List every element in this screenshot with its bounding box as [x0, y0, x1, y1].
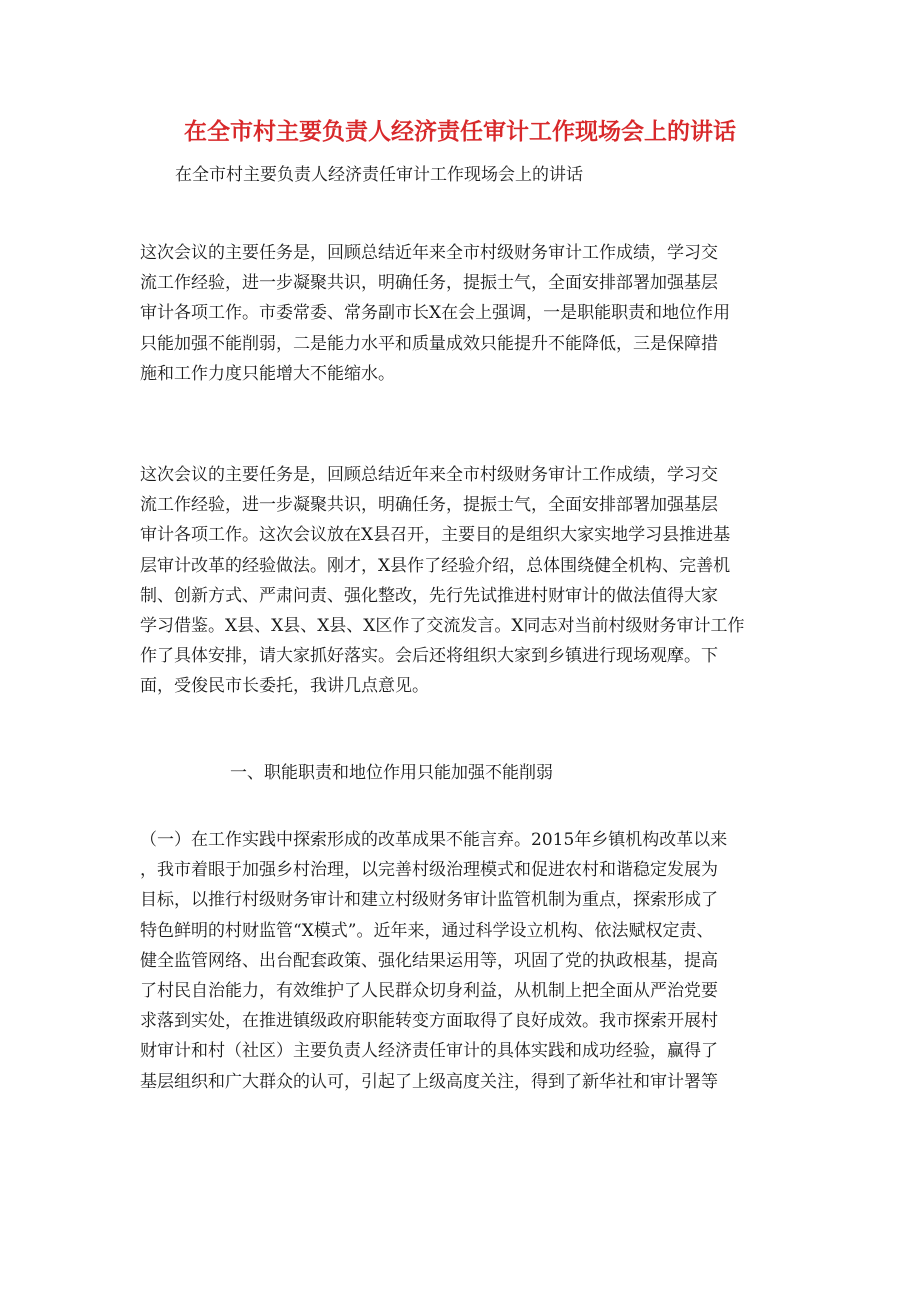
paragraph-1: [140, 238, 780, 389]
paragraph-line: 基层组织和广大群众的认可，引起了上级高度关注，得到了新华社和审计署等: [140, 1071, 718, 1092]
paragraph-line: 作了具体安排，请大家抓好落实。会后还将组织大家到乡镇进行现场观摩。下: [140, 646, 718, 667]
paragraph-2: [140, 460, 780, 702]
paragraph-line: 这次会议的主要任务是，回顾总结近年来全市村级财务审计工作成绩，学习交: [140, 465, 718, 485]
paragraph-line: 学习借鉴。X县、X县、X县、X区作了交流发言。X同志对当前村级财务审计工作: [140, 615, 745, 636]
paragraph-line: 目标，以推行村级财务审计和建立村级财务审计监管机制为重点，探索形成了: [140, 890, 718, 911]
paragraph-line: 审计各项工作。市委常委、常务副市长X在会上强调，一是职能职责和地位作用: [140, 303, 731, 324]
document-subtitle: 在全市村主要负责人经济责任审计工作现场会上的讲话: [175, 165, 583, 185]
paragraph-line: 审计各项工作。这次会议放在X县召开，主要目的是组织大家实地学习县推进基: [140, 525, 731, 546]
paragraph-line: 流工作经验，进一步凝聚共识，明确任务，提振士气，全面安排部署加强基层: [140, 273, 718, 294]
paragraph-line: 只能加强不能削弱，二是能力水平和质量成效只能提升不能降低，三是保障措: [140, 333, 718, 354]
paragraph-line: 特色鲜明的村财监管“X模式”。近年来，通过科学设立机构、依法赋权定责、: [140, 920, 714, 941]
paragraph-line: （一）在工作实践中探索形成的改革成果不能言弃。2015年乡镇机构改革以来: [140, 830, 728, 850]
paragraph-line: 了村民自治能力，有效维护了人民群众切身利益，从机制上把全面从严治党要: [140, 980, 718, 1001]
paragraph-3: [140, 825, 780, 1097]
paragraph-line: 求落到实处，在推进镇级政府职能转变方面取得了良好成效。我市探索开展村: [140, 1011, 718, 1032]
section-heading-1: 一、职能职责和地位作用只能加强不能削弱: [230, 763, 553, 783]
paragraph-line: 这次会议的主要任务是，回顾总结近年来全市村级财务审计工作成绩，学习交: [140, 243, 718, 263]
paragraph-line: 面，受俊民市长委托，我讲几点意见。: [140, 676, 429, 697]
paragraph-line: 层审计改革的经验做法。刚才，X县作了经验介绍，总体围绕健全机构、完善机: [140, 555, 731, 576]
paragraph-line: 流工作经验，进一步凝聚共识，明确任务，提振士气，全面安排部署加强基层: [140, 495, 718, 516]
paragraph-line: 施和工作力度只能增大不能缩水。: [140, 363, 395, 384]
paragraph-line: ，我市着眼于加强乡村治理，以完善村级治理模式和促进农村和谐稳定发展为: [140, 860, 718, 881]
paragraph-line: 制、创新方式、严肃问责、强化整改，先行先试推进村财审计的做法值得大家: [140, 585, 718, 606]
document-title: 在全市村主要负责人经济责任审计工作现场会上的讲话: [184, 119, 736, 145]
paragraph-line: 健全监管网络、出台配套政策、强化结果运用等，巩固了党的执政根基，提高: [140, 950, 718, 971]
paragraph-line: 财审计和村（社区）主要负责人经济责任审计的具体实践和成功经验，赢得了: [140, 1041, 718, 1062]
